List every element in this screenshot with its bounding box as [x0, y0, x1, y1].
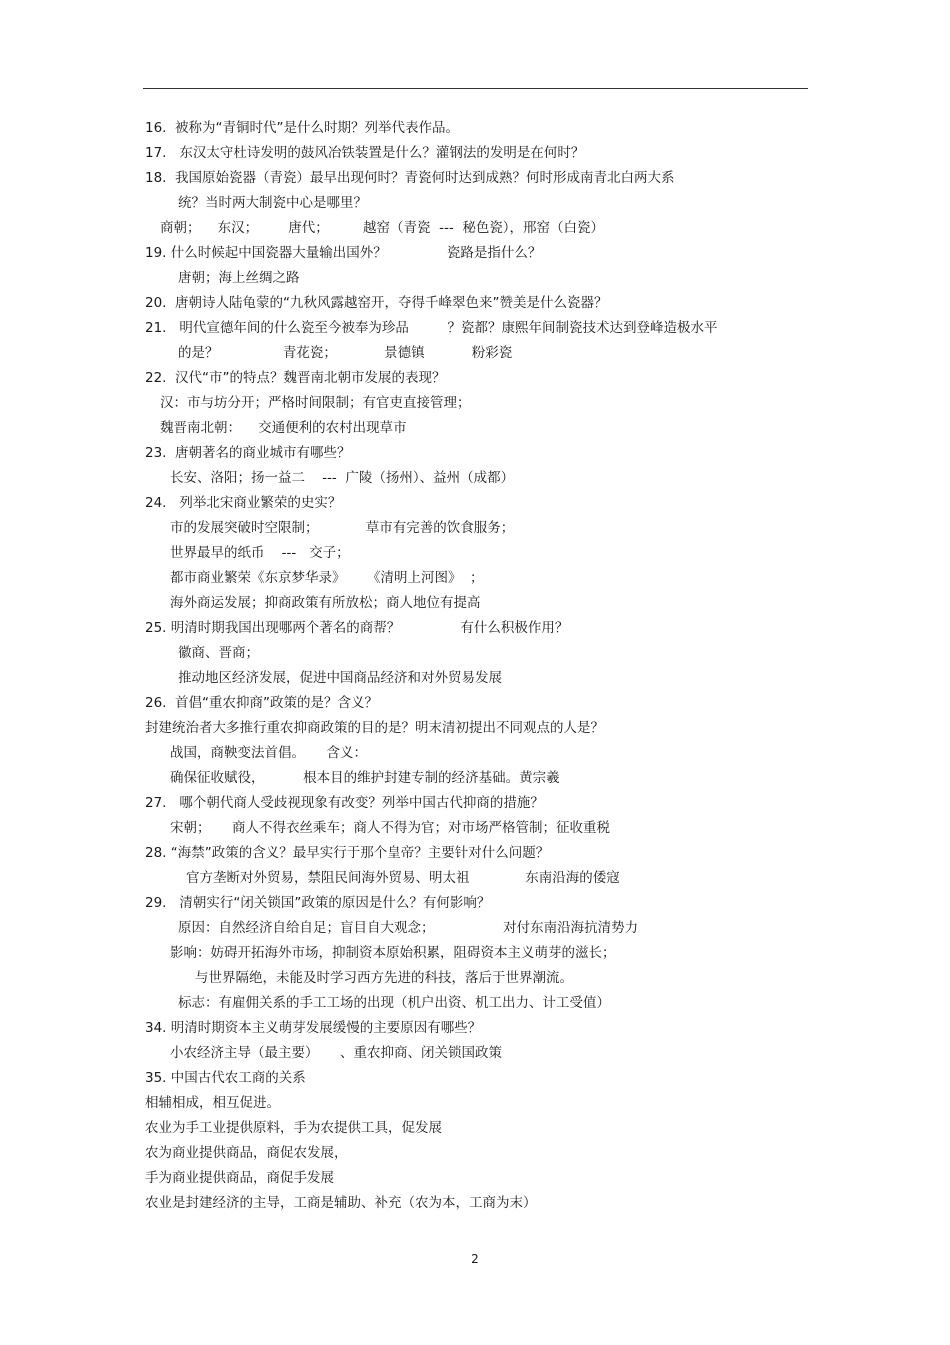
text-line: 封建统治者大多推行重农抑商政策的目的是？明末清初提出不同观点的人是？ [145, 720, 604, 736]
text-line: 农业是封建经济的主导，工商是辅助、补充（农为本，工商为末） [145, 1195, 537, 1211]
text-line: 小农经济主导（最主要） 、重农抑商、闭关锁国政策 [170, 1045, 502, 1061]
text-line: 29. 清朝实行“闭关锁国”政策的原因是什么？有何影响？ [145, 895, 491, 911]
text-line: 官方垄断对外贸易，禁阻民间海外贸易、明太祖 东南沿海的倭寇 [186, 870, 620, 886]
text-line: 市的发展突破时空限制； 草市有完善的饮食服务； [170, 520, 515, 536]
text-line: 相辅相成，相互促进。 [145, 1095, 280, 1111]
text-line: 25. 明清时期我国出现哪两个著名的商帮？ 有什么积极作用？ [145, 620, 569, 636]
text-line: 21. 明代宣德年间的什么瓷至今被奉为珍品 ？瓷都？康熙年间制瓷技术达到登峰造极水平 [145, 320, 718, 336]
text-line: 推动地区经济发展，促进中国商品经济和对外贸易发展 [178, 670, 502, 686]
text-line: 23. 唐朝著名的商业城市有哪些？ [145, 445, 351, 461]
text-line: 27. 哪个朝代商人受歧视现象有改变？列举中国古代抑商的措施？ [145, 795, 544, 811]
text-line: 海外商运发展；抑商政策有所放松；商人地位有提高 [170, 595, 481, 611]
text-line: 唐朝；海上丝绸之路 [178, 270, 300, 286]
text-line: 20. 唐朝诗人陆龟蒙的“九秋风露越窑开，夺得千峰翠色来”赞美是什么瓷器？ [145, 295, 608, 311]
text-line: 手为商业提供商品，商促手发展 [145, 1170, 334, 1186]
text-line: 28. “海禁”政策的含义？最早实行于那个皇帝？主要针对什么问题？ [145, 845, 550, 861]
text-line: 26. 首倡“重农抑商”政策的是？含义？ [145, 695, 379, 711]
text-line: 魏晋南北朝： 交通便利的农村出现草市 [160, 420, 407, 436]
text-line: 农为商业提供商品，商促农发展， [145, 1145, 348, 1161]
text-line: 商朝； 东汉； 唐代； 越窑（青瓷 --- 秘色瓷），邢窑（白瓷） [160, 220, 605, 236]
text-line: 原因：自然经济自给自足；盲目自大观念； 对付东南沿海抗清势力 [178, 920, 639, 936]
text-line: 战国，商鞅变法首倡。 含义： [170, 745, 367, 761]
text-line: 标志：有雇佣关系的手工工场的出现（机户出资、机工出力、计工受值） [178, 995, 610, 1011]
text-line: 34. 明清时期资本主义萌芽发展缓慢的主要原因有哪些？ [145, 1020, 482, 1036]
page-number: 2 [471, 1252, 479, 1266]
text-line: 17. 东汉太守杜诗发明的鼓风冶铁装置是什么？灌钢法的发明是在何时？ [145, 145, 585, 161]
text-line: 18. 我国原始瓷器（青瓷）最早出现何时？青瓷何时达到成熟？何时形成南青北白两大系 [145, 170, 675, 186]
text-line: 徽商、晋商； [178, 645, 259, 661]
text-line: 的是？ 青花瓷； 景德镇 粉彩瓷 [178, 345, 513, 361]
text-line: 长安、洛阳；扬一益二 --- 广陵（扬州）、益州（成都） [170, 470, 515, 486]
text-line: 都市商业繁荣《东京梦华录》 《清明上河图》 ； [170, 570, 484, 586]
text-line: 16. 被称为“青铜时代”是什么时期？列举代表作品。 [145, 120, 460, 136]
text-line: 农业为手工业提供原料，手为农提供工具，促发展 [145, 1120, 442, 1136]
text-line: 影响：妨碍开拓海外市场，抑制资本原始积累，阻碍资本主义萌芽的滋长； [170, 945, 616, 961]
text-line: 确保征收赋役， 根本目的维护封建专制的经济基础。黄宗羲 [170, 770, 560, 786]
header-rule [143, 88, 808, 89]
text-line: 与世界隔绝，未能及时学习西方先进的科技，落后于世界潮流。 [195, 970, 573, 986]
text-line: 世界最早的纸币 --- 交子； [170, 545, 350, 561]
text-line: 宋朝； 商人不得衣丝乘车；商人不得为官；对市场严格管制；征收重税 [170, 820, 610, 836]
text-line: 35. 中国古代农工商的关系 [145, 1070, 306, 1086]
text-line: 22. 汉代“市”的特点？魏晋南北朝市发展的表现？ [145, 370, 446, 386]
text-line: 汉：市与坊分开；严格时间限制；有官吏直接管理； [160, 395, 471, 411]
text-line: 19. 什么时候起中国瓷器大量输出国外？ 瓷路是指什么？ [145, 245, 542, 261]
text-line: 24. 列举北宋商业繁荣的史实？ [145, 495, 342, 511]
text-line: 统？当时两大制瓷中心是哪里？ [178, 195, 367, 211]
